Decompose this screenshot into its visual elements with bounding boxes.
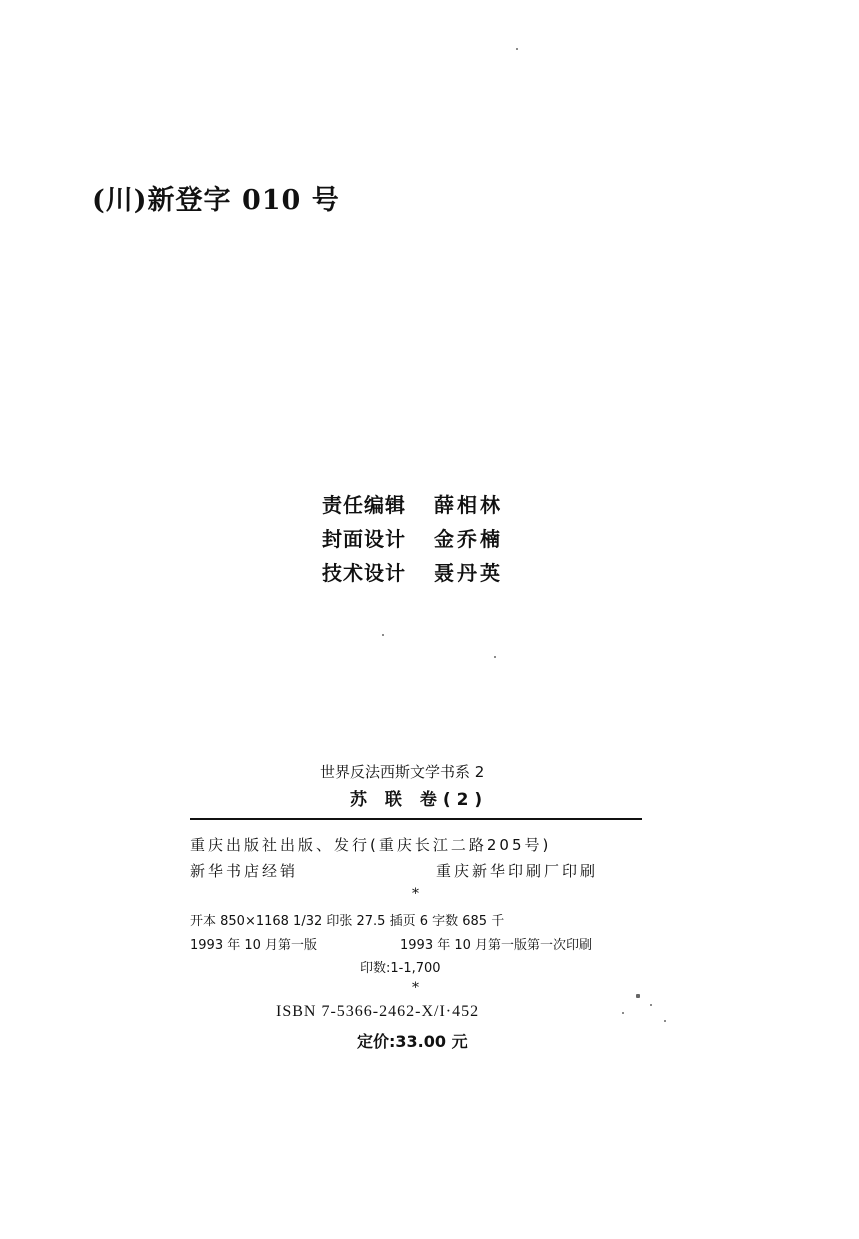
scan-speck bbox=[664, 1020, 666, 1022]
credit-role: 封面设计 bbox=[322, 527, 406, 551]
scan-speck bbox=[622, 1012, 624, 1014]
credit-technical-design bbox=[322, 557, 503, 586]
credit-name: 聂丹英 bbox=[434, 561, 503, 585]
credit-name: 金乔楠 bbox=[434, 527, 503, 551]
volume-title: 苏 联 卷(2) bbox=[350, 790, 489, 810]
credit-editor bbox=[322, 489, 503, 518]
credit-role: 责任编辑 bbox=[322, 493, 406, 517]
print-run: 印数:1-1,700 bbox=[360, 961, 441, 976]
scan-speck bbox=[382, 634, 384, 636]
isbn: ISBN 7-5366-2462-X/I·452 bbox=[276, 1003, 480, 1020]
separator-star: * bbox=[412, 886, 419, 902]
series-title: 世界反法西斯文学书系 2 bbox=[320, 763, 485, 781]
distributor: 新华书店经销 bbox=[190, 862, 299, 880]
printer: 重庆新华印刷厂印刷 bbox=[436, 862, 599, 880]
edition-first: 1993 年 10 月第一版 bbox=[190, 938, 318, 953]
registration-number: (川)新登字 010 号 bbox=[92, 185, 340, 216]
edition-printing: 1993 年 10 月第一版第一次印刷 bbox=[400, 938, 593, 953]
separator-star: * bbox=[412, 980, 419, 996]
publisher-line: 重庆出版社出版、发行(重庆长江二路205号) bbox=[190, 836, 552, 854]
scan-speck bbox=[650, 1004, 652, 1006]
credit-cover-design bbox=[322, 523, 503, 552]
scan-speck bbox=[494, 656, 496, 658]
credit-name: 薛相林 bbox=[434, 493, 503, 517]
divider-rule bbox=[190, 818, 642, 820]
scan-speck bbox=[636, 994, 640, 998]
price: 定价:33.00 元 bbox=[357, 1032, 468, 1051]
credit-role: 技术设计 bbox=[322, 561, 406, 585]
scan-speck bbox=[516, 48, 518, 50]
format-line: 开本 850×1168 1/32 印张 27.5 插页 6 字数 685 千 bbox=[190, 914, 505, 929]
